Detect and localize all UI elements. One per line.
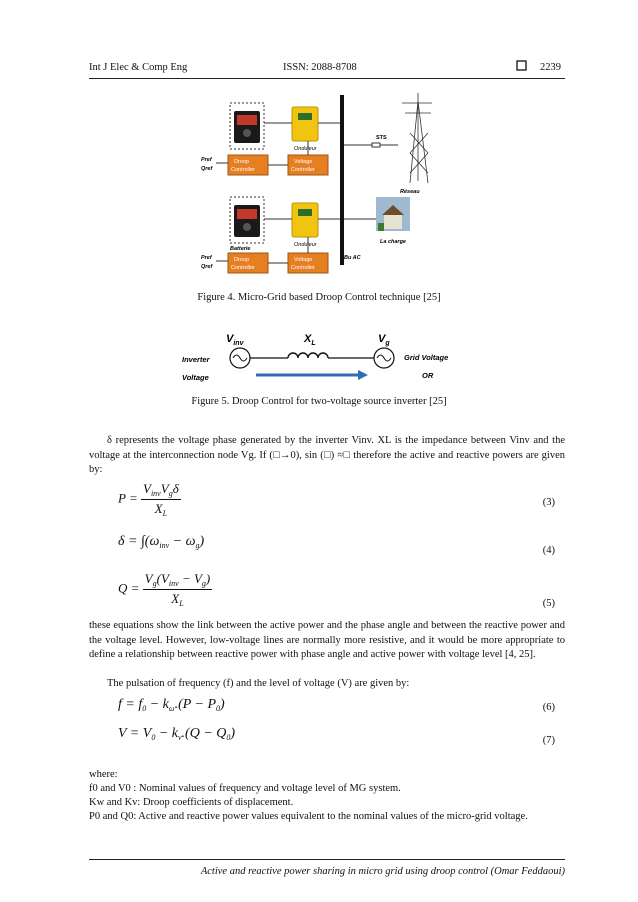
equation-6-number: (6) bbox=[542, 702, 555, 713]
equation-4: $\delta = \int(\omega_{inv} - \omega_g)$ bbox=[118, 534, 205, 550]
la-charge-label: La charge bbox=[380, 239, 406, 245]
vinv-label: $V_{inv}$ bbox=[226, 333, 244, 347]
checkbox-icon bbox=[516, 60, 527, 74]
equation-7: $V = V_0 - k_v.(Q - Q_0)$ bbox=[118, 726, 236, 742]
where-label: where: bbox=[89, 769, 118, 780]
running-footer: Active and reactive power sharing in micro grid using droop control (Omar Feddaoui) bbox=[200, 866, 565, 877]
inverter-icon-2 bbox=[292, 203, 318, 237]
xl-label: $X_L$ bbox=[304, 333, 316, 347]
reseau-label: Réseau bbox=[400, 189, 420, 195]
grid-voltage-label: Grid Voltage bbox=[404, 353, 449, 362]
svg-text:Controller: Controller bbox=[291, 265, 315, 271]
inductor-icon bbox=[288, 353, 328, 358]
ac-bus bbox=[340, 95, 344, 265]
batterie-label: Batterie bbox=[230, 246, 251, 252]
power-flow-arrow-icon bbox=[256, 370, 368, 380]
battery-icon-2 bbox=[234, 205, 260, 237]
svg-text:Controller: Controller bbox=[231, 167, 255, 173]
onduleur-label-1: Onduleur bbox=[294, 146, 317, 152]
vg-label: $V_g$ bbox=[378, 333, 390, 347]
definition-2: Kw and Kv: Droop coefficients of displacement. bbox=[89, 797, 294, 808]
qref-label-1: Qref bbox=[201, 166, 213, 172]
equation-6: $f = f_0 - k_\omega.(P - P_0)$ bbox=[118, 697, 225, 713]
figure-5-diagram bbox=[178, 330, 460, 388]
droop-label-1: Droop bbox=[234, 159, 249, 165]
or-label: OR bbox=[422, 371, 434, 380]
voltage-label-1: Voltage bbox=[294, 159, 313, 165]
droop-label-2: Droop bbox=[234, 257, 249, 263]
svg-text:Controller: Controller bbox=[231, 265, 255, 271]
voltage-label-2: Voltage bbox=[294, 257, 313, 263]
definition-3: P0 and Q0: Active and reactive power values equivalent to the nominal values of the micro-grid voltage. bbox=[89, 811, 528, 822]
ac-source-icon-inverter bbox=[230, 348, 250, 368]
equation-3-number: (3) bbox=[542, 497, 555, 508]
qref-label-2: Qref bbox=[201, 264, 213, 270]
figure-4-diagram bbox=[196, 93, 432, 275]
equation-5: Q = $\frac{V_g(V_{inv} - V_g)}{X_L}$ bbox=[118, 571, 211, 608]
transmission-tower-icon bbox=[402, 93, 432, 183]
svg-text:Controller: Controller bbox=[291, 167, 315, 173]
voltage-label: Voltage bbox=[182, 373, 209, 382]
journal-name: Int J Elec & Comp Eng bbox=[89, 62, 188, 73]
inverter-icon-1 bbox=[292, 107, 318, 141]
equation-5-number: (5) bbox=[542, 598, 555, 609]
paragraph-3: The pulsation of frequency (f) and the level of voltage (V) are given by: bbox=[107, 678, 410, 689]
ac-source-icon-grid bbox=[374, 348, 394, 368]
sts-label: STS bbox=[376, 135, 387, 141]
house-icon bbox=[376, 197, 410, 231]
equation-4-number: (4) bbox=[542, 545, 555, 556]
equation-7-number: (7) bbox=[542, 735, 555, 746]
paragraph-1: δ represents the voltage phase generated by the inverter Vinv. XL is the impedance between Vinv and the voltage at the interconnection node Vg. If (□→0), sin (□) ≈□ therefore the active and reactive powers are given by: bbox=[89, 435, 565, 475]
issn: ISSN: 2088-8708 bbox=[283, 62, 357, 73]
equation-3: P = $\frac{V_{inv}V_g\delta}{X_L}$ bbox=[118, 481, 179, 518]
definition-1: f0 and V0 : Nominal values of frequency and voltage level of MG system. bbox=[89, 783, 401, 794]
footer-rule bbox=[89, 859, 565, 860]
figure-4-caption: Figure 4. Micro-Grid based Droop Control technique [25] bbox=[197, 292, 441, 303]
inverter-label: Inverter bbox=[182, 355, 210, 364]
paragraph-2: these equations show the link between the active power and the phase angle and between the reactive power and the voltage level. However, low-voltage lines are normally more resistive, and it would be more appropriate to define a relationship between reactive power with phase angle and active power with voltage level [4, 25]. bbox=[89, 620, 565, 660]
page-number: 2239 bbox=[540, 62, 561, 73]
bus-ac-label: Bu AC bbox=[344, 255, 361, 261]
header-rule bbox=[89, 78, 565, 79]
onduleur-label-2: Onduleur bbox=[294, 242, 317, 248]
pref-label-1: Pref bbox=[201, 157, 212, 163]
figure-5-caption: Figure 5. Droop Control for two-voltage source inverter [25] bbox=[191, 396, 447, 407]
battery-icon-1 bbox=[234, 111, 260, 143]
pref-label-2: Pref bbox=[201, 255, 212, 261]
